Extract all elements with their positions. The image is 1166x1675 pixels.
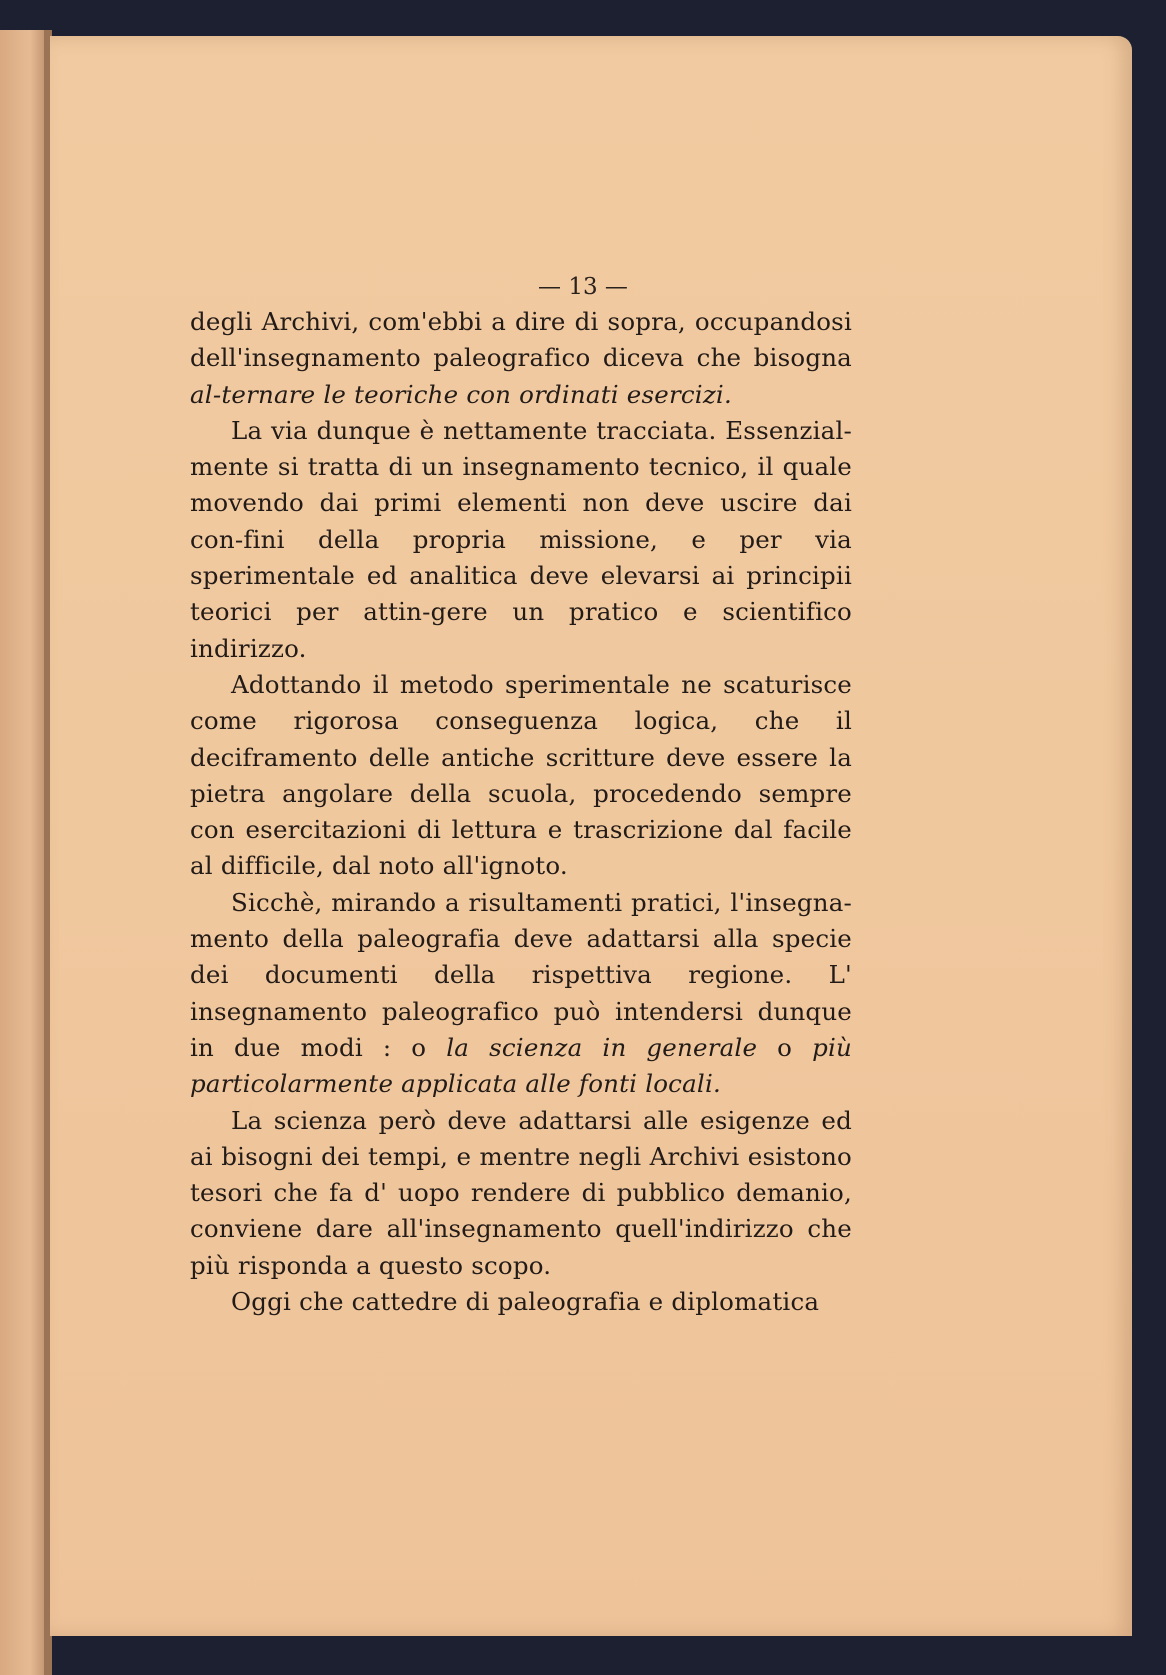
paragraph-2-text: La via dunque è nettamente tracciata. Essenzial-mente si tratta di un insegnamento tecnico, il quale movendo dai primi elementi non deve uscire dai con-fini della propria missione, e per via sperimentale ed analitica deve elevarsi ai principii teorici per attin-gere un pratico e scientifico indirizzo. [190, 415, 852, 663]
paragraph-4-italic-1: la scienza in generale [446, 1032, 758, 1062]
paragraph-6-text: Oggi che cattedre di paleografia e diplomatica [231, 1287, 820, 1317]
paragraph-1-text: degli Archivi, com'ebbi a dire di sopra, occupandosi dell'insegnamento paleografico diceva che bisogna [190, 307, 852, 373]
paragraph-3-text: Adottando il metodo sperimentale ne scaturisce come rigorosa conseguenza logica, che il deciframento delle antiche scritture deve essere la pietra angolare della scuola, procedendo sempre con esercitazioni di lettura e trascrizione dal facile al difficile, dal noto all'ignoto. [190, 669, 852, 881]
paragraph-4-connector: o [757, 1032, 813, 1062]
paragraph-5 [190, 1103, 852, 1284]
paragraph-4-text: Sicchè, mirando a risultamenti pratici, l'insegna-mento della paleografia deve adattarsi alla specie dei documenti della rispettiva regione. L' insegnamento paleografico può intendersi dunque in due modi : o [190, 887, 852, 1062]
paragraph-2 [190, 413, 852, 667]
paragraph-4 [190, 885, 852, 1103]
book-page [50, 36, 1132, 1636]
body-text [190, 304, 852, 1320]
paragraph-4-italic-2: più particolarmente applicata alle fonti locali. [190, 1032, 853, 1099]
page-number: — 13 — [538, 274, 628, 300]
paragraph-6 [190, 1284, 852, 1320]
paragraph-5-text: La scienza però deve adattarsi alle esigenze ed ai bisogni dei tempi, e mentre negli Archivi esistono tesori che fa d' uopo rendere di pubblico demanio, conviene dare all'insegnamento quell'indirizzo che più risponda a questo scopo. [190, 1105, 852, 1280]
paragraph-3 [190, 667, 852, 885]
paragraph-1-italic: al-ternare le teoriche con ordinati esercizi. [190, 379, 732, 409]
paragraph-1 [190, 304, 852, 413]
